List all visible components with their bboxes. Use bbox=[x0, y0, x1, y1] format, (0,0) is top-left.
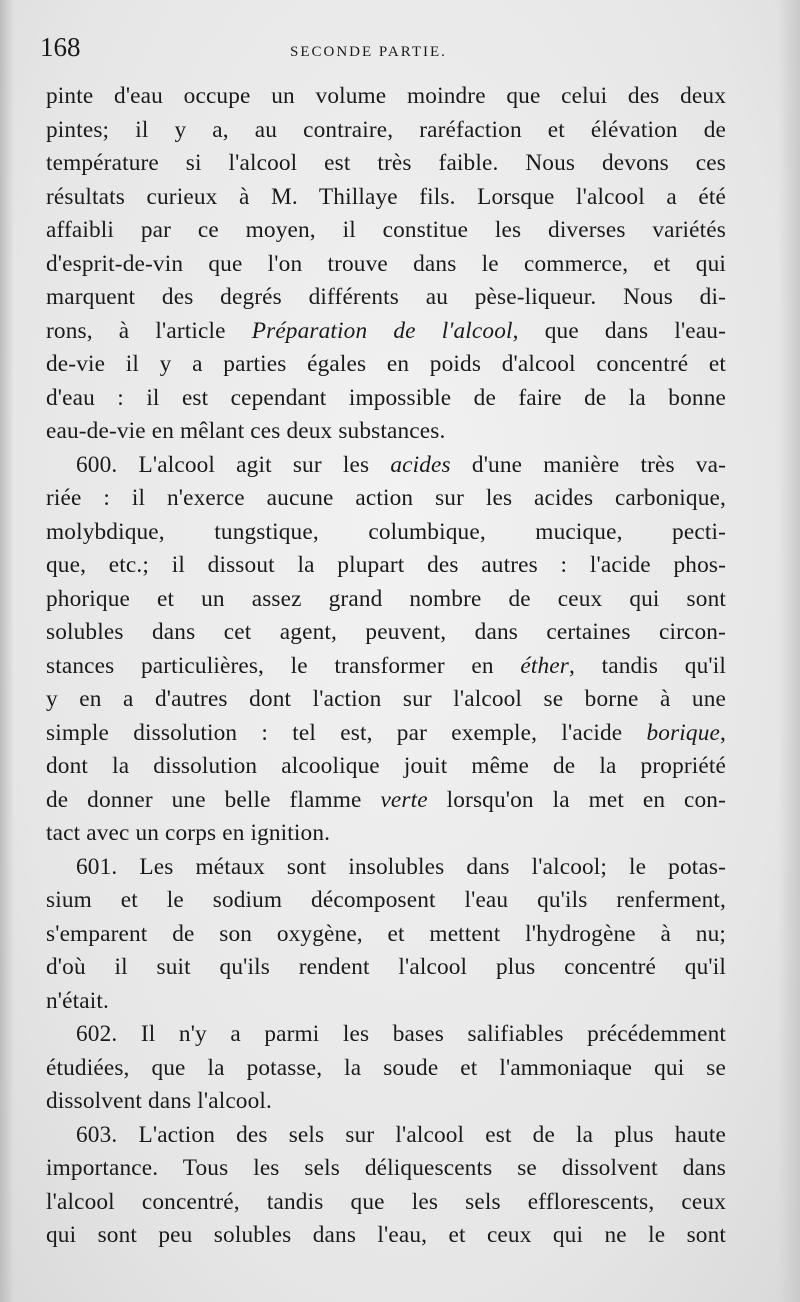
text-line: riée : il n'exerce aucune action sur les acides carbonique, bbox=[46, 485, 726, 511]
text-line: pintes; il y a, au contraire, raréfaction et élévation de bbox=[46, 116, 726, 143]
text-line: d'eau : il est cependant impossible de faire de la bonne bbox=[46, 384, 726, 411]
text-segment: , tandis qu'il bbox=[568, 652, 726, 679]
text-line: que, etc.; il dissout la plupart des autres : l'acide phos- bbox=[46, 552, 726, 578]
gutter-shadow bbox=[0, 0, 14, 1302]
text-segment: lorsqu'on la met en con- bbox=[427, 786, 726, 813]
text-segment: , que dans l'eau- bbox=[512, 317, 726, 344]
text-line bbox=[46, 717, 726, 751]
text-line: marquent des degrés différents au pèse-liqueur. Nous di- bbox=[46, 284, 726, 310]
text-line: qui sont peu solubles dans l'eau, et ceux qui ne le sont bbox=[46, 1222, 726, 1248]
text-line: s'emparent de son oxygène, et mettent l'hydrogène à nu; bbox=[46, 920, 726, 947]
text-line: 603. L'action des sels sur l'alcool est de la plus haute bbox=[76, 1121, 726, 1148]
text-line: phorique et un assez grand nombre de ceux qui sont bbox=[46, 585, 726, 612]
text-segment: stances particulières, le transformer en bbox=[46, 652, 521, 679]
page-header bbox=[40, 30, 730, 70]
text-line: importance. Tous les sels déliquescents se dissolvent dans bbox=[46, 1155, 726, 1181]
text-line bbox=[46, 650, 726, 684]
text-line: solubles dans cet agent, peuvent, dans certaines circon- bbox=[46, 619, 726, 645]
text-line bbox=[46, 784, 726, 818]
text-line: n'était. bbox=[46, 987, 109, 1014]
text-line: 602. Il n'y a parmi les bases salifiables précédemment bbox=[76, 1021, 726, 1047]
text-line: température si l'alcool est très faible. Nous devons ces bbox=[46, 150, 726, 176]
text-line: résultats curieux à M. Thillaye fils. Lorsque l'alcool a été bbox=[46, 183, 726, 210]
text-line: 601. Les métaux sont insolubles dans l'alcool; le potas- bbox=[76, 853, 726, 880]
text-segment: simple dissolution : tel est, par exemple, l'acide bbox=[46, 719, 647, 746]
text-line: molybdique, tungstique, columbique, mucique, pecti- bbox=[46, 518, 726, 545]
body-text bbox=[46, 80, 726, 1253]
text-line: pinte d'eau occupe un volume moindre que celui des deux bbox=[46, 83, 726, 109]
text-line: eau-de-vie en mêlant ces deux substances. bbox=[46, 418, 446, 444]
text-segment: d'une manière très va- bbox=[450, 451, 727, 478]
text-segment: de donner une belle flamme bbox=[46, 786, 381, 813]
text-line: étudiées, que la potasse, la soude et l'ammoniaque qui se bbox=[46, 1054, 726, 1081]
text-line: tact avec un corps en ignition. bbox=[46, 820, 331, 846]
text-line bbox=[46, 315, 726, 349]
text-line: dont la dissolution alcoolique jouit même de la propriété bbox=[46, 753, 726, 779]
text-line: d'esprit-de-vin que l'on trouve dans le commerce, et qui bbox=[46, 250, 726, 277]
text-line: affaibli par ce moyen, il constitue les diverses variétés bbox=[46, 217, 726, 243]
text-segment: 600. L'alcool agit sur les bbox=[76, 451, 391, 478]
text-line: sium et le sodium décomposent l'eau qu'ils renferment, bbox=[46, 887, 726, 913]
page-edge bbox=[778, 0, 800, 1302]
italic-term: borique bbox=[646, 719, 721, 746]
text-line: d'où il suit qu'ils rendent l'alcool plus concentré qu'il bbox=[46, 954, 726, 980]
text-line: de-vie il y a parties égales en poids d'alcool concentré et bbox=[46, 351, 726, 377]
italic-term: acides bbox=[390, 451, 451, 478]
text-line: dissolvent dans l'alcool. bbox=[46, 1088, 273, 1114]
text-line: y en a d'autres dont l'action sur l'alcool se borne à une bbox=[46, 686, 726, 712]
italic-term: éther bbox=[520, 652, 569, 679]
text-segment: , bbox=[720, 719, 726, 746]
text-line: l'alcool concentré, tandis que les sels efflorescents, ceux bbox=[46, 1188, 726, 1215]
running-head: SECONDE PARTIE. bbox=[290, 44, 447, 60]
text-line bbox=[46, 449, 726, 483]
italic-term: verte bbox=[380, 786, 428, 813]
text-segment: rons, à l'article bbox=[46, 317, 252, 344]
italic-term: Préparation de l'alcool bbox=[251, 317, 513, 344]
page-number: 168 bbox=[40, 32, 81, 62]
